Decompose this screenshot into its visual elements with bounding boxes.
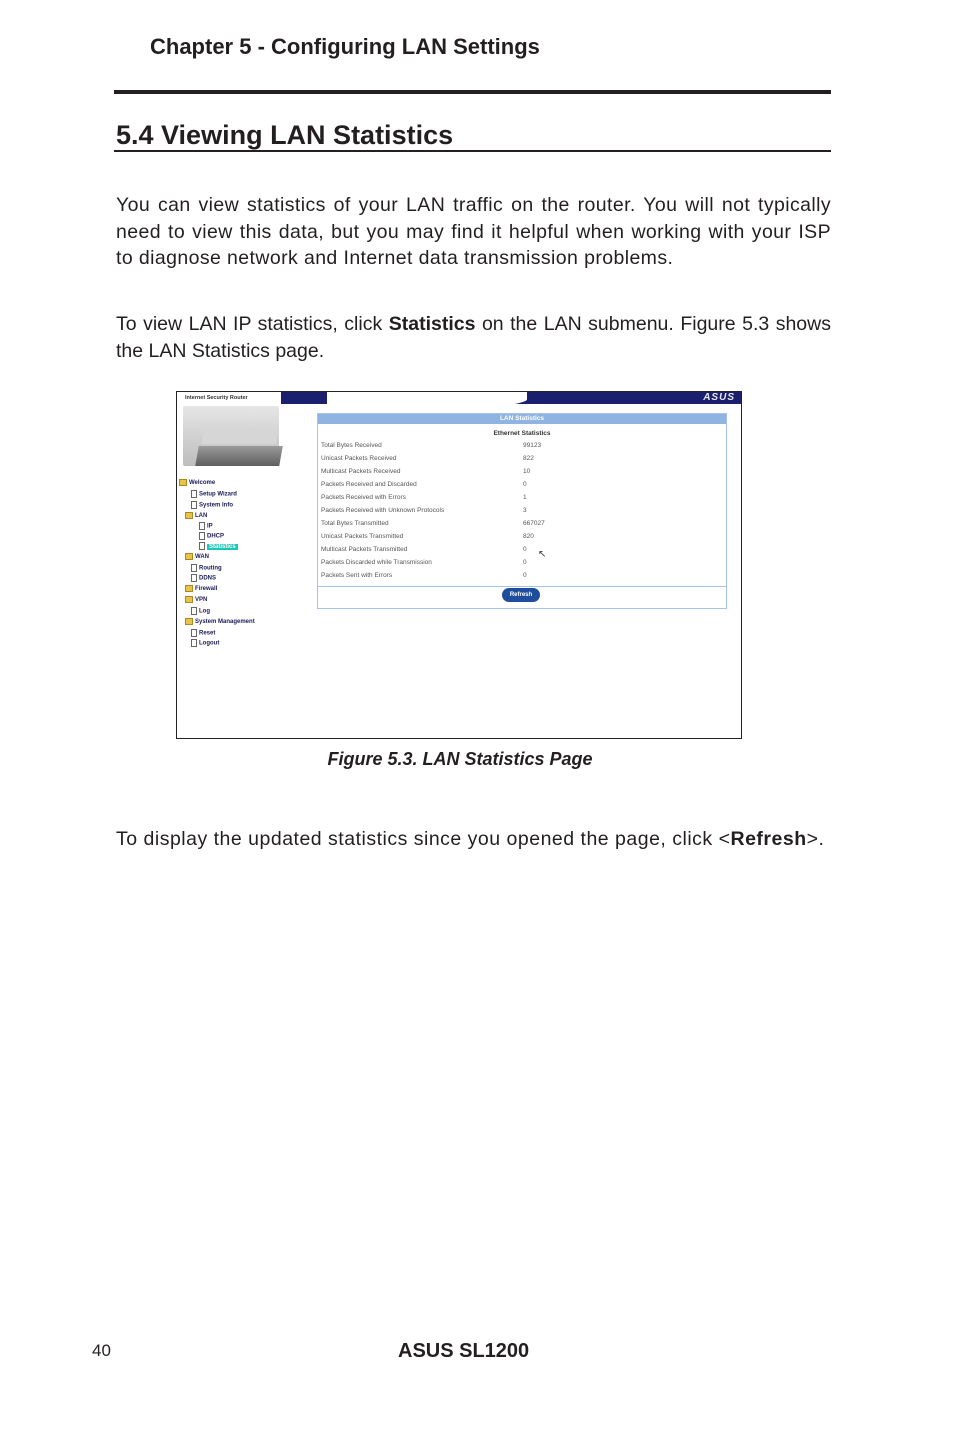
nav-item-firewall[interactable] — [185, 585, 217, 592]
nav-item-label: DDNS — [199, 575, 217, 582]
stat-value: 0 — [523, 572, 527, 579]
document-icon — [191, 607, 197, 615]
stat-label: Packets Received with Errors — [321, 494, 406, 501]
nav-item-label: DHCP — [207, 533, 225, 540]
nav-item-label: Log — [199, 608, 210, 615]
nav-item-label: Firewall — [195, 586, 218, 593]
intro-paragraph: You can view statistics of your LAN traffic on the router. You will not typically need to view this data, but you may find it helpful when working with your ISP to diagnose network and Internet data transmission problems. — [116, 194, 831, 269]
instruction-paragraph — [116, 311, 831, 364]
stat-label: Packets Received and Discarded — [321, 481, 417, 488]
nav-item-wan[interactable] — [185, 553, 209, 560]
para3-text: To display the updated statistics since you opened the page, click < — [116, 828, 731, 850]
document-icon — [191, 490, 197, 498]
nav-item-label: Statistics — [209, 543, 236, 550]
refresh-paragraph — [116, 826, 831, 853]
nav-item-ddns[interactable] — [191, 574, 216, 582]
section-title: 5.4 Viewing LAN Statistics — [116, 120, 454, 150]
document-icon — [199, 542, 205, 550]
nav-item-label: LAN — [195, 513, 208, 520]
lan-statistics-screenshot — [176, 391, 742, 739]
nav-item-label: Reset — [199, 630, 216, 637]
folder-icon — [185, 618, 193, 625]
stat-value: 0 — [523, 559, 527, 566]
stat-label: Packets Received with Unknown Protocols — [321, 507, 445, 514]
nav-item-label: Routing — [199, 565, 222, 572]
lan-statistics-panel — [317, 413, 727, 609]
panel-title: LAN Statistics — [499, 415, 545, 422]
nav-item-label: System Management — [195, 619, 255, 626]
nav-item-label: Setup Wizard — [199, 491, 237, 498]
document-icon — [191, 629, 197, 637]
folder-icon — [185, 553, 193, 560]
para3-text-end: >. — [806, 828, 825, 850]
stat-value: 3 — [523, 507, 527, 514]
document-icon — [199, 522, 205, 530]
folder-icon — [179, 479, 187, 486]
header-rule — [114, 90, 831, 94]
router-top-face — [202, 428, 279, 444]
stat-value: 820 — [523, 533, 534, 540]
nav-item-label: Logout — [199, 640, 220, 647]
folder-icon — [185, 585, 193, 592]
router-front-face — [195, 446, 283, 466]
brand-bar-curve — [327, 392, 527, 410]
panel-subtitle: Ethernet Statistics — [493, 430, 551, 437]
mouse-cursor-icon: ↖ — [538, 549, 547, 560]
stat-value: 0 — [523, 546, 527, 553]
folder-icon — [185, 596, 193, 603]
stat-label: Multicast Packets Received — [321, 468, 401, 475]
chapter-header: Chapter 5 - Configuring LAN Settings — [150, 34, 540, 59]
nav-item-label: Welcome — [189, 480, 216, 487]
nav-item-system-management[interactable] — [185, 618, 255, 625]
stat-value: 10 — [523, 468, 531, 475]
nav-item-label: IP — [207, 523, 213, 530]
footer-title: ASUS SL1200 — [398, 1340, 530, 1362]
nav-item-label: WAN — [195, 554, 209, 561]
stat-label: Multicast Packets Transmitted — [321, 546, 408, 553]
refresh-button[interactable]: Refresh — [502, 588, 540, 602]
nav-item-setup-wizard[interactable] — [191, 490, 237, 498]
para2-text: To view LAN IP statistics, click — [116, 313, 389, 335]
para2-text-end: on the LAN submenu. Figure 5.3 shows the LAN Statistics page. — [116, 313, 831, 362]
stat-label: Total Bytes Received — [321, 442, 382, 449]
stat-value: 99123 — [523, 442, 542, 449]
nav-item-dhcp[interactable] — [199, 532, 224, 540]
refresh-emphasis: Refresh — [730, 828, 807, 850]
stat-value: 0 — [523, 481, 527, 488]
nav-item-routing[interactable] — [191, 564, 222, 572]
document-icon — [191, 501, 197, 509]
router-image — [183, 406, 279, 466]
nav-item-reset[interactable] — [191, 629, 215, 637]
nav-item-log[interactable] — [191, 607, 210, 615]
nav-item-label: VPN — [195, 597, 208, 604]
document-icon — [191, 639, 197, 647]
document-icon — [191, 574, 197, 582]
nav-item-logout[interactable] — [191, 639, 219, 647]
folder-icon — [185, 512, 193, 519]
stat-label: Unicast Packets Received — [321, 455, 397, 462]
document-icon — [191, 564, 197, 572]
stat-label: Packets Sent with Errors — [321, 572, 393, 579]
nav-item-ip[interactable] — [199, 522, 213, 530]
nav-item-welcome[interactable] — [179, 479, 215, 486]
nav-item-system-info[interactable] — [191, 501, 233, 509]
stat-value: 822 — [523, 455, 534, 462]
nav-item-statistics[interactable] — [199, 542, 238, 550]
panel-divider — [318, 586, 726, 587]
stat-label: Packets Discarded while Transmission — [321, 559, 432, 566]
nav-item-lan[interactable] — [185, 512, 207, 519]
page-number: 40 — [92, 1341, 111, 1360]
document-icon — [199, 532, 205, 540]
figure-caption: Figure 5.3. LAN Statistics Page — [327, 749, 593, 769]
asus-logo: ASUS — [703, 392, 735, 403]
nav-item-vpn[interactable] — [185, 596, 207, 603]
stat-value: 667027 — [523, 520, 545, 527]
stat-value: 1 — [523, 494, 527, 501]
product-label: Internet Security Router — [185, 395, 248, 401]
section-title-underline — [114, 150, 831, 152]
nav-item-label: System Info — [199, 502, 234, 509]
statistics-emphasis: Statistics — [388, 313, 476, 335]
stat-label: Unicast Packets Transmitted — [321, 533, 404, 540]
stat-label: Total Bytes Transmitted — [321, 520, 389, 527]
